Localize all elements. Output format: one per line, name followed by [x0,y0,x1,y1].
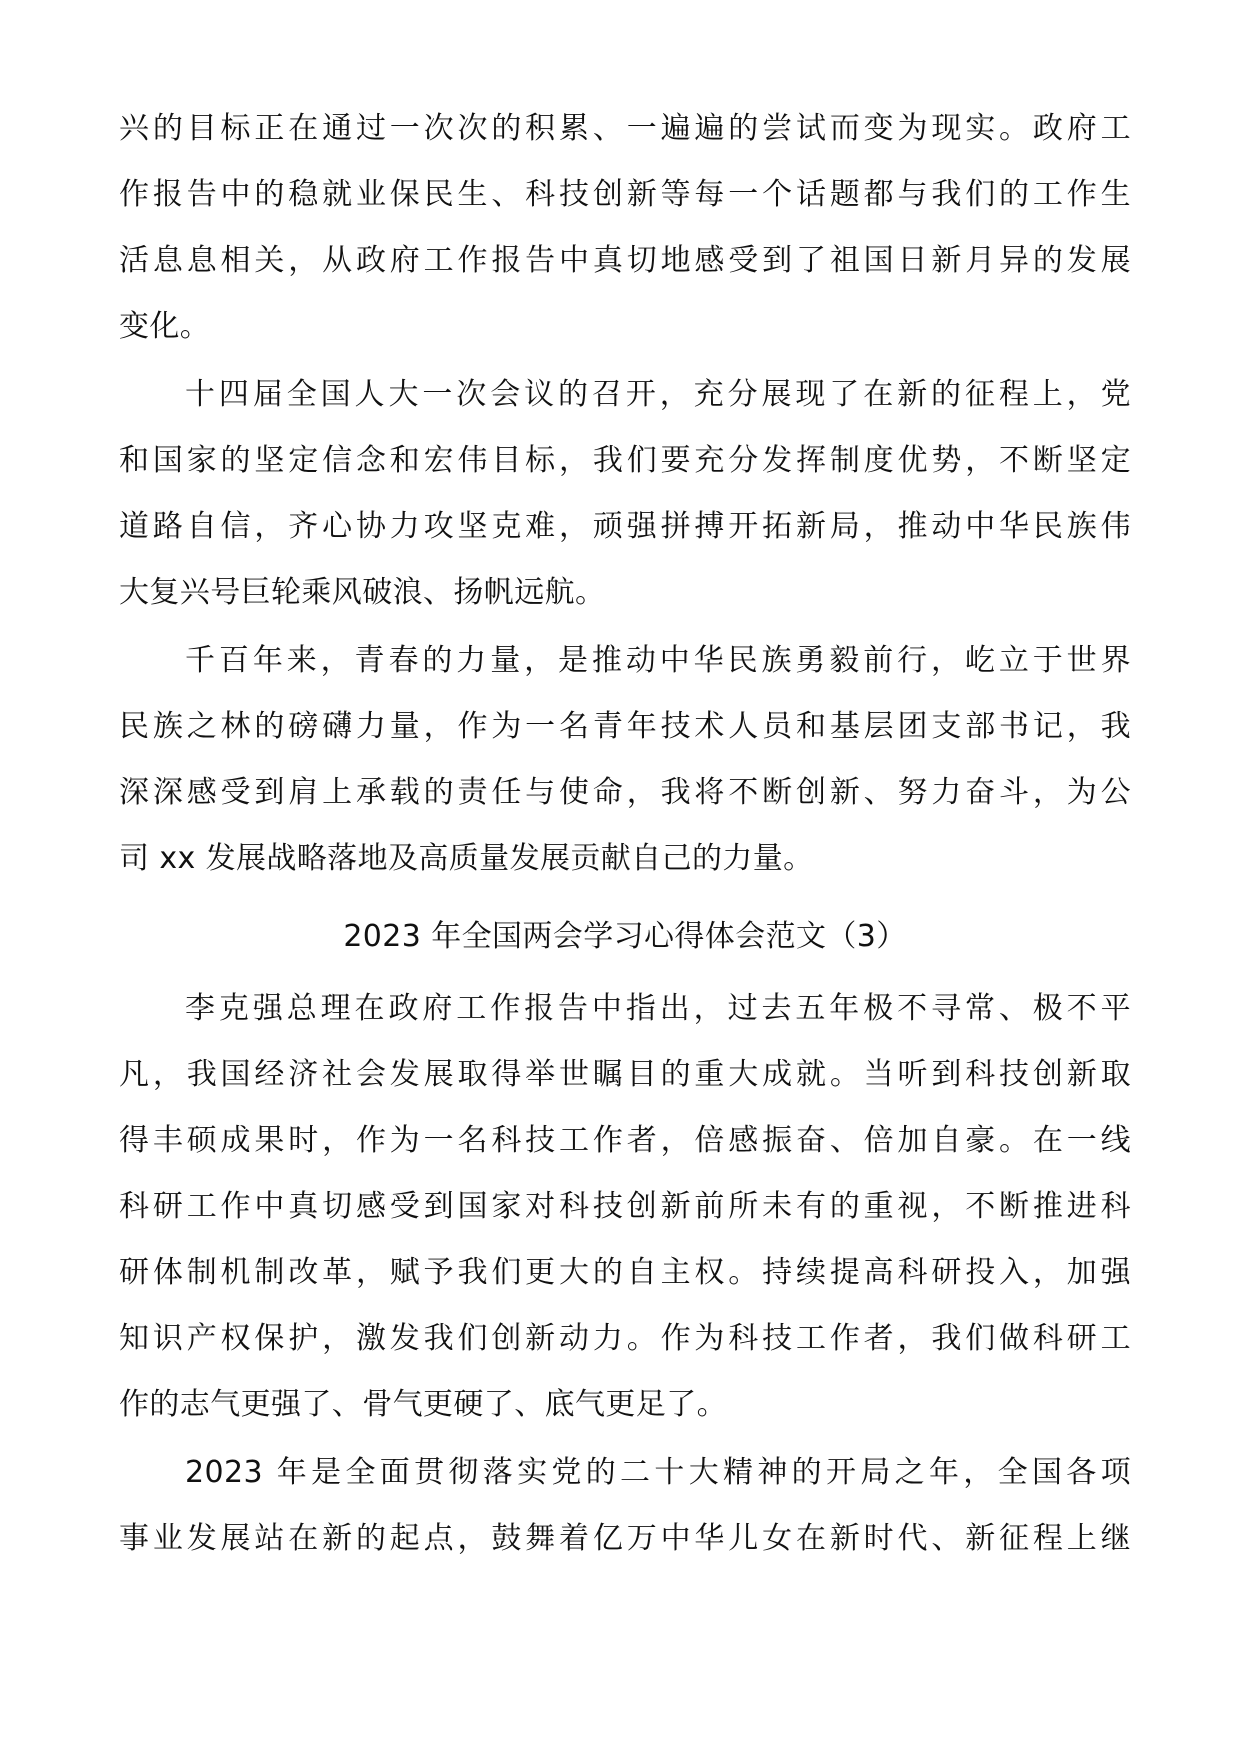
text-line: 变化。 [119,309,211,344]
text-line: 2023 年是全面贯彻落实党的二十大精神的开局之年，全国各项 [185,1455,1131,1490]
text-line: 十四届全国人大一次会议的召开，充分展现了在新的征程上，党 [185,377,1131,412]
text-line: 研体制机制改革，赋予我们更大的自主权。持续提高科研投入，加强 [119,1255,1131,1290]
document-page [119,96,1131,1572]
text-line: 活息息相关，从政府工作报告中真切地感受到了祖国日新月异的发展 [119,243,1131,278]
text-line: 科研工作中真切感受到国家对科技创新前所未有的重视，不断推进科 [119,1189,1131,1224]
text-line: 大复兴号巨轮乘风破浪、扬帆远航。 [119,575,606,610]
paragraph-2 [119,362,1131,626]
text-line: 千百年来，青春的力量，是推动中华民族勇毅前行，屹立于世界 [185,643,1131,678]
text-line: 深深感受到肩上承载的责任与使命，我将不断创新、努力奋斗，为公 [119,775,1131,810]
paragraph-5 [119,1440,1131,1572]
text-line: 民族之林的磅礴力量，作为一名青年技术人员和基层团支部书记，我 [119,709,1131,744]
text-line: 知识产权保护，激发我们创新动力。作为科技工作者，我们做科研工 [119,1321,1131,1356]
paragraph-3 [119,628,1131,892]
text-line: 得丰硕成果时，作为一名科技工作者，倍感振奋、倍加自豪。在一线 [119,1123,1131,1158]
text-line: 作报告中的稳就业保民生、科技创新等每一个话题都与我们的工作生 [119,177,1131,212]
text-line: 凡，我国经济社会发展取得举世瞩目的重大成就。当听到科技创新取 [119,1057,1131,1092]
text-line: 道路自信，齐心协力攻坚克难，顽强拼搏开拓新局，推动中华民族伟 [119,509,1131,544]
text-line: 李克强总理在政府工作报告中指出，过去五年极不寻常、极不平 [185,991,1131,1026]
text-line: 事业发展站在新的起点，鼓舞着亿万中华儿女在新时代、新征程上继 [119,1521,1131,1556]
paragraph-4 [119,976,1131,1438]
text-line: 兴的目标正在通过一次次的积累、一遍遍的尝试而变为现实。政府工 [119,111,1131,146]
paragraph-1 [119,96,1131,360]
text-line: 作的志气更强了、骨气更硬了、底气更足了。 [119,1387,727,1422]
section-heading: 2023 年全国两会学习心得体会范文（3） [343,919,907,954]
text-line: 司 xx 发展战略落地及高质量发展贡献自己的力量。 [119,841,814,876]
text-line: 和国家的坚定信念和宏伟目标，我们要充分发挥制度优势，不断坚定 [119,443,1131,478]
